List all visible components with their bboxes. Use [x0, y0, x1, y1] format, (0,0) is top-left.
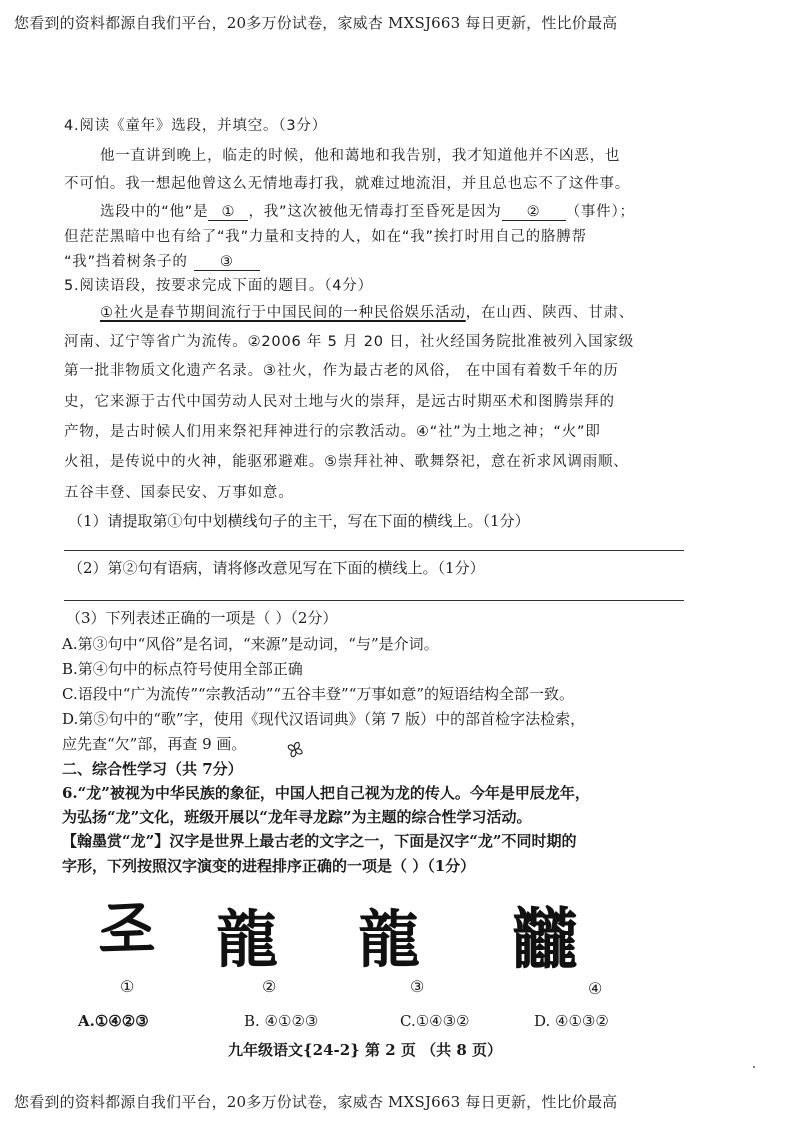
q5-line4: 史，它来源于古代中国劳动人民对土地与火的崇拜，是远古时期巫术和图腾崇拜的: [64, 394, 615, 410]
dragon-glyph-4: 龖: [512, 900, 578, 978]
q5-line3: 第一批非物质文化遗产名录。③社火，作为最古老的风俗， 在中国有着数千年的历: [64, 363, 619, 379]
pencil-mark: ꕤ: [284, 738, 307, 763]
q5-option-c: C.语段中“广为流传”“宗教活动”“五谷丰登”“万事如意”的短语结构全部一致。: [62, 685, 575, 703]
q4-blank-1[interactable]: ①: [208, 204, 248, 221]
q4-blank-3[interactable]: ③: [194, 254, 260, 271]
q5-answer-line-2[interactable]: [64, 600, 684, 601]
q6-answer-d: D. ④①③②: [534, 1012, 609, 1030]
q5-line6: 火祖，是传说中的火神，能驱邪避难。⑤崇拜社神、歌舞祭祀，意在祈求风调雨顺、: [64, 454, 629, 470]
q5-option-a: A.第③句中“风俗”是名词，“来源”是动词，“与”是介词。: [62, 635, 439, 653]
q5-line2: 河南、辽宁等省广为流传。②2006 年 5 月 20 日，社火经国务院批准被列入国家级: [64, 334, 635, 350]
q4-fill-line1: [100, 200, 635, 221]
q5-line5: 产物，是古时候人们用来祭祀拜神进行的宗教活动。④“社”为土地之神；“火”即: [64, 424, 601, 440]
q5-answer-line-1[interactable]: [64, 550, 684, 551]
q6-line1: 6.“龙”被视为中华民族的象征，中国人把自己视为龙的传人。今年是甲辰龙年，: [62, 784, 590, 802]
q4-passage-line1: 他一直讲到晚上，临走的时候，他和蔼地和我告别，我才知道他并不凶恶，也: [100, 148, 621, 164]
q5-line7: 五谷丰登、国泰民安、万事如意。: [64, 485, 294, 501]
q4-fill-text-b: ，我”这次被他无情毒打至昏死是因为: [248, 204, 502, 220]
q4-fill-text-c: （事件）；: [565, 204, 635, 220]
bottom-banner: 您看到的资料都源自我们平台，20多万份试卷，家威杏 MXSJ663 每日更新，性比价最高: [14, 1093, 618, 1111]
q5-title: 5.阅读语段，按要求完成下面的题目。（4分）: [64, 278, 373, 294]
q4-fill-line3: [64, 250, 260, 271]
q4-passage-line2: 不可怕。我一想起他曾这么无情地毒打我，就难过地流泪，并且总也忘不了这件事。: [64, 176, 631, 192]
q6-answer-b: B. ④①②③: [244, 1012, 319, 1030]
q4-fill-line2: 但茫茫黑暗中也有给了“我”力量和支持的人，如在“我”挨打时用自己的胳膊帮: [64, 229, 587, 245]
dragon-glyph-1: 𢀖: [98, 893, 157, 961]
q4-title: 4.阅读《童年》选段，并填空。（3分）: [64, 118, 328, 134]
q6-line3: 【翰墨赏“龙”】汉字是世界上最古老的文字之一，下面是汉字“龙”不同时期的: [62, 832, 577, 850]
q5-sub1: （1）请提取第①句中划横线句子的主干，写在下面的横线上。（1分）: [68, 512, 530, 530]
top-banner: 您看到的资料都源自我们平台，20多万份试卷，家威杏 MXSJ663 每日更新，性比价最高: [14, 14, 618, 32]
section2-title: 二、综合性学习（共 7分）: [62, 760, 243, 778]
glyph-label-2: ②: [262, 977, 277, 996]
q4-blank-2[interactable]: ②: [502, 204, 566, 221]
page-footer: 九年级语文{24-2} 第 2 页 （共 8 页）: [228, 1041, 503, 1059]
q5-underlined-sentence: ①社火是春节期间流行于中国民间的一种民俗娱乐活动: [100, 305, 466, 321]
q5-option-d-line1: D.第⑤句中的“歌”字，使用《现代汉语词典》（第 7 版）中的部首检字法检索，: [62, 710, 586, 728]
dragon-glyph-2: 龍: [216, 903, 279, 976]
q5-sub3: （3）下列表述正确的一项是（ ）（2分）: [66, 609, 338, 627]
dragon-glyph-3: 龍: [358, 903, 421, 976]
q6-answer-a: A.①④②③: [78, 1012, 149, 1030]
q5-option-d-line2: 应先查“欠”部，再查 9 画。: [62, 735, 247, 753]
q5-option-b: B.第④句中的标点符号使用全部正确: [62, 660, 303, 678]
glyph-label-1: ①: [120, 977, 135, 996]
glyph-label-3: ③: [410, 977, 425, 996]
q6-line2: 为弘扬“龙”文化，班级开展以“龙年寻龙踪”为主题的综合性学习活动。: [62, 808, 532, 826]
glyph-label-4: ④: [588, 979, 603, 998]
q5-line1-rest: ，在山西、陕西、甘肃、: [465, 305, 635, 321]
q5-line1: [100, 301, 634, 322]
q6-line4: 字形，下列按照汉字演变的进程排序正确的一项是（ ）（1分）: [62, 857, 476, 875]
q4-fill-text-a: 选段中的“他”是: [100, 204, 209, 220]
scan-speck: [753, 1066, 755, 1068]
q5-sub2: （2）第②句有语病，请将修改意见写在下面的横线上。（1分）: [68, 559, 485, 577]
q6-answer-c: C.①④③②: [400, 1012, 470, 1030]
q4-fill-text-d: “我”挡着树条子的: [64, 254, 188, 270]
